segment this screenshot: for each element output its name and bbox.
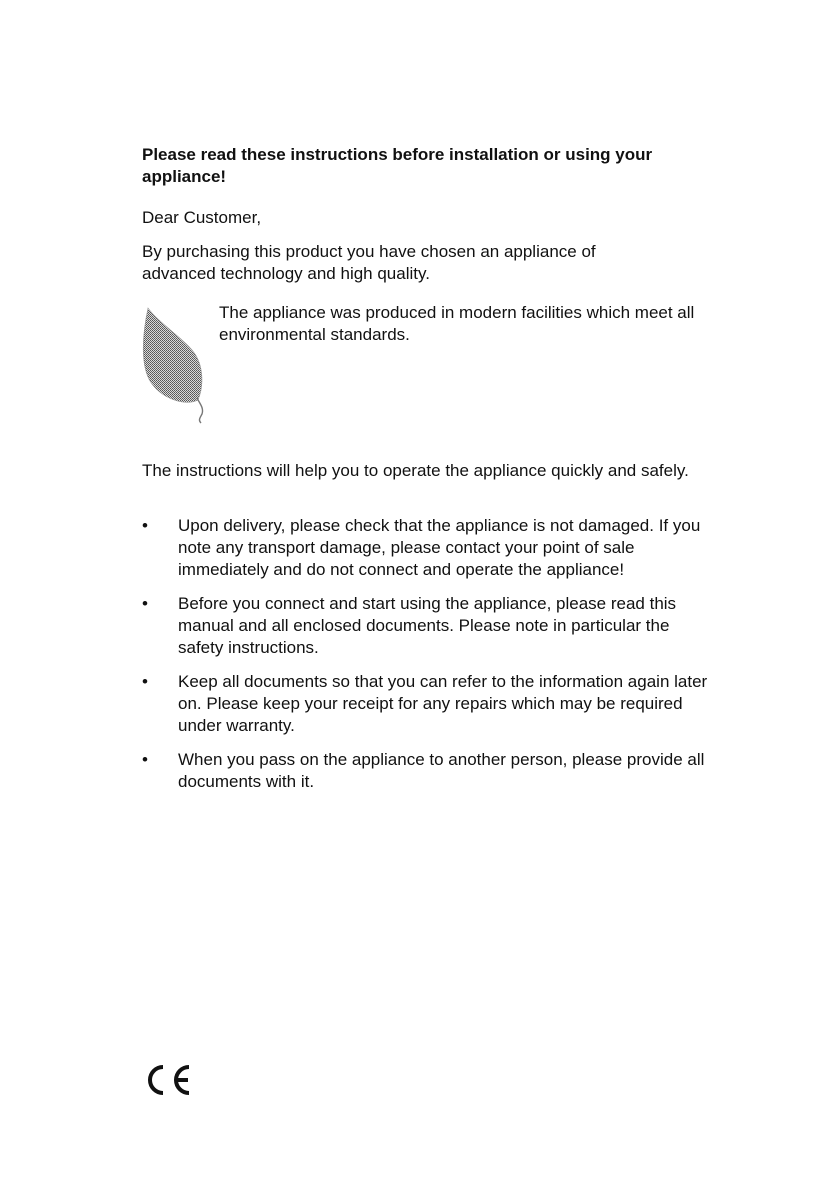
bullet-icon: • bbox=[142, 594, 148, 613]
intro-paragraph: By purchasing this product you have chosen an appliance of advanced technology and high quality. bbox=[142, 242, 596, 283]
list-item bbox=[142, 749, 712, 793]
page-heading: Please read these instructions before installation or using your appliance! bbox=[142, 145, 653, 186]
list-item-text: Before you connect and start using the appliance, please read this manual and all enclosed documents. Please note in particular the safety instructions. bbox=[178, 594, 677, 657]
list-item-text: Keep all documents so that you can refer to the information again later on. Please keep your receipt for any repairs which may be required under warranty. bbox=[178, 672, 708, 735]
greeting-text: Dear Customer, bbox=[142, 208, 262, 227]
bullet-icon: • bbox=[142, 672, 148, 691]
ce-mark-icon bbox=[141, 1063, 193, 1097]
list-item-text: Upon delivery, please check that the appliance is not damaged. If you note any transport damage, please contact your point of sale immediately and do not connect and operate the appliance! bbox=[178, 516, 701, 579]
list-item bbox=[142, 593, 712, 659]
bullet-icon: • bbox=[142, 516, 148, 535]
leaf-icon bbox=[142, 306, 210, 424]
bullet-icon: • bbox=[142, 750, 148, 769]
instructions-list bbox=[142, 515, 712, 805]
list-item bbox=[142, 515, 712, 581]
eco-statement: The appliance was produced in modern facilities which meet all environmental standards. bbox=[219, 303, 695, 344]
list-item bbox=[142, 671, 712, 737]
list-item-text: When you pass on the appliance to another person, please provide all documents with it. bbox=[178, 750, 705, 791]
instructions-intro: The instructions will help you to operate the appliance quickly and safely. bbox=[142, 461, 689, 480]
